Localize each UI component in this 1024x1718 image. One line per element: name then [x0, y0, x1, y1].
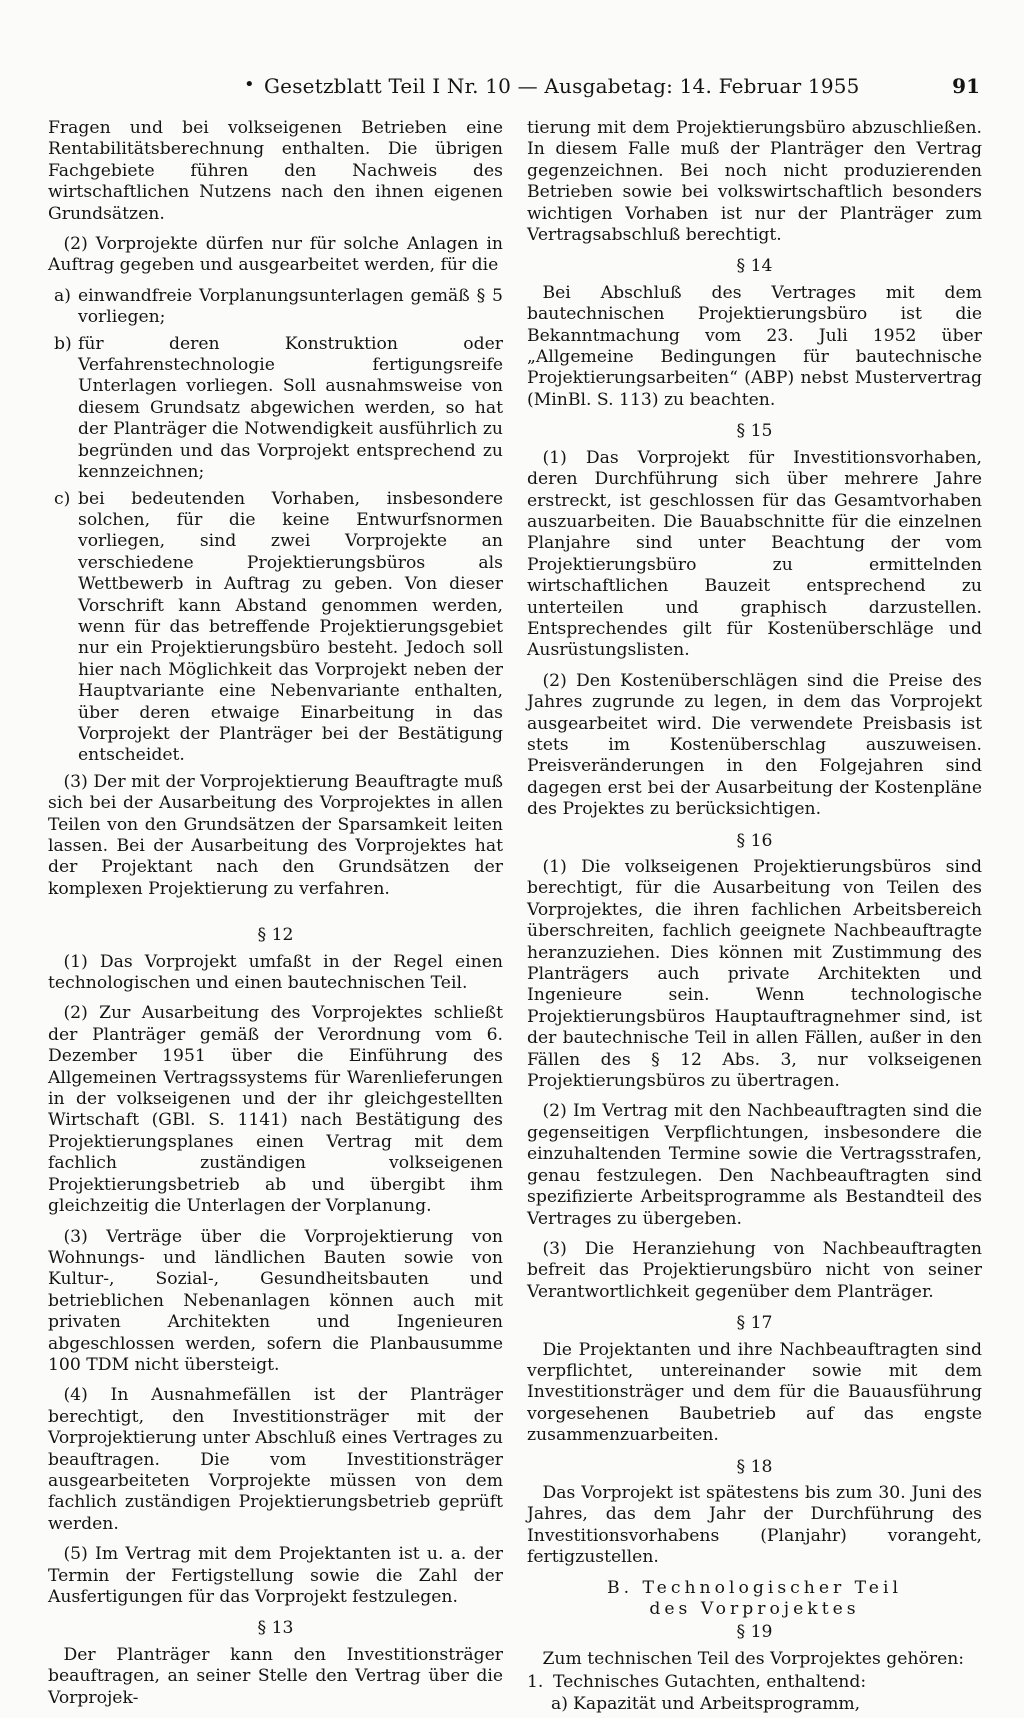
- header-bullet-mark: •: [244, 74, 255, 95]
- paragraph-intro: Fragen und bei volkseigenen Betrieben eine Rentabilitätsberechnung enthalten. Die übrigen Fachgebiete führen den Nachweis des wirtschaftlichen Nutzens nach den ihnen eigenen Grundsätzen.: [48, 118, 503, 224]
- paragraph-16-3: (3) Die Heranziehung von Nachbeauftragten befreit das Projektierungsbüro nicht von seiner Verantwortlichkeit gegenüber dem Planträger.: [527, 1238, 982, 1302]
- section-heading-15: § 15: [736, 421, 773, 442]
- list-item-label: c): [54, 488, 71, 509]
- list-item-text: einwandfreie Vorplanungsunterlagen gemäß § 5 vorliegen;: [78, 285, 503, 328]
- paragraph-16-2: (2) Im Vertrag mit den Nachbeauftragten sind die gegenseitigen Verpflichtungen, insbesondere die einzuhaltenden Termine sowie die Vertragsstrafen, genau festzulegen. Den Nachbeauftragten sind spezifizierte Arbeitsprogramme als Bestandteil des Vertrages zu übergeben.: [527, 1101, 982, 1229]
- paragraph-11-3: (3) Der mit der Vorprojektierung Beauftragte muß sich bei der Ausarbeitung des Vorprojektes in allen Teilen von den Grundsätzen der Sparsamkeit leiten lassen. Bei der Ausarbeitung des Vorprojektes hat der Projektant nach den Grundsätzen der komplexen Projektierung zu verfahren.: [48, 771, 503, 899]
- list-item: [54, 489, 503, 767]
- section-heading-18: § 18: [736, 1456, 773, 1477]
- numbered-item: [527, 1672, 982, 1693]
- right-column: [527, 118, 982, 1715]
- sub-item-text: Kapazität und Arbeitsprogramm,: [573, 1693, 861, 1714]
- numbered-item-text: Technisches Gutachten, enthaltend:: [553, 1672, 867, 1693]
- paragraph-12-5: (5) Im Vertrag mit dem Projektanten ist u. a. der Termin der Fertigstellung sowie die Zahl der Ausfertigungen für das Vorprojekt festzulegen.: [48, 1544, 503, 1607]
- section-heading-16: § 16: [736, 830, 773, 851]
- numbered-item-label: 1.: [527, 1672, 544, 1693]
- paragraph-14: Bei Abschluß des Vertrages mit dem bautechnischen Projektierungsbüro ist die Bekanntmachung vom 23. Juli 1952 über „Allgemeine Bedingungen für bautechnische Projektierungsarbeiten“ (ABP) nebst Mustervertrag (MinBl. S. 113) zu beachten.: [527, 282, 982, 410]
- paragraph-19-intro: Zum technischen Teil des Vorprojektes gehören:: [542, 1648, 965, 1669]
- part-b-subheading: des Vorprojektes: [649, 1599, 860, 1619]
- paragraph-12-1: (1) Das Vorprojekt umfaßt in der Regel einen technologischen und einen bautechnischen Teil.: [48, 951, 503, 994]
- page-number: 91: [952, 74, 980, 98]
- section-heading-17: § 17: [736, 1313, 773, 1334]
- condition-list: [54, 286, 503, 767]
- list-item: [54, 286, 503, 329]
- paragraph-15-1: (1) Das Vorprojekt für Investitionsvorhaben, deren Durchführung sich über mehrere Jahre erstreckt, ist geschlossen für das Gesamtvorhaben auszuarbeiten. Die Bauabschnitte für die einzelnen Planjahre sind unter Beachtung der vom Projektierungsbüro zu ermittelnden wirtschaftlichen Bauzeit entsprechend zu unterteilen und graphisch darzustellen. Entsprechendes gilt für Kostenüberschläge und Ausrüstungslisten.: [527, 447, 982, 661]
- list-item-label: b): [54, 333, 72, 354]
- page-header: [48, 74, 982, 100]
- paragraph-12-4: (4) In Ausnahmefällen ist der Planträger berechtigt, den Investitionsträger mit der Vorprojektierung unter Abschluß eines Vertrages zu beauftragen. Die vom Investitionsträger ausgearbeiteten Vorprojekte müssen von dem fachlich zuständigen Projektierungsbetrieb geprüft werden.: [48, 1385, 503, 1534]
- paragraph-15-2: (2) Den Kostenüberschlägen sind die Preise des Jahres zugrunde zu legen, in dem das Vorprojekt ausgearbeitet wird. Die verwendete Preisbasis ist stets im Kostenüberschlag auszuweisen. Preisveränderungen in den Folgejahren sind dagegen erst bei der Ausarbeitung der Kostenpläne des Projektes zu berücksichtigen.: [527, 670, 982, 820]
- left-column: [48, 118, 503, 1718]
- section-heading-12: § 12: [257, 925, 294, 946]
- paragraph-13: Der Planträger kann den Investitionsträger beauftragen, an seiner Stelle den Vertrag über die Vorprojek-: [48, 1644, 503, 1708]
- part-b-heading: B. Technologischer Teil: [607, 1577, 902, 1598]
- list-item-label: a): [54, 285, 71, 306]
- list-item: [54, 334, 503, 484]
- paragraph-12-3: (3) Verträge über die Vorprojektierung von Wohnungs- und ländlichen Bauten sowie von Kultur-, Sozial-, Gesundheitsbauten und betrieblichen Nebenanlagen können auch mit privaten Architekten und Ingenieuren abgeschlossen werden, sofern die Planbausumme 100 TDM nicht übersteigt.: [48, 1226, 503, 1375]
- paragraph-continuation: tierung mit dem Projektierungsbüro abzuschließen. In diesem Falle muß der Planträger den Vertrag gegenzeichnen. Bei noch nicht produzierenden Betrieben sowie bei volkswirtschaftlich besonders wichtigen Vorhaben ist nur der Planträger zum Vertragsabschluß berechtigt.: [527, 118, 982, 246]
- section-heading-14: § 14: [736, 256, 773, 277]
- paragraph-12-2: (2) Zur Ausarbeitung des Vorprojektes schließt der Planträger gemäß der Verordnung vom 6. Dezember 1951 über die Einführung des Allgemeinen Vertragssystems für Warenlieferungen in der volkseigenen und der ihr gleichgestellten Wirtschaft (GBl. S. 1141) nach Bestätigung des Projektierungsplanes einen Vertrag mit dem fachlich zuständigen volkseigenen Projektierungsbetrieb ab und übergibt ihm gleichzeitig die Unterlagen der Vorplanung.: [48, 1003, 503, 1217]
- section-heading-19: § 19: [736, 1622, 773, 1643]
- list-item-text: für deren Konstruktion oder Verfahrenstechnologie fertigungsreife Unterlagen vorliegen. Soll ausnahmsweise von diesem Grundsatz abgewichen werden, so hat der Planträger die Notwendigkeit ausführlich zu begründen und das Vorprojekt entsprechend zu kennzeichnen;: [78, 333, 503, 483]
- list-item-text: bei bedeutenden Vorhaben, insbesondere solchen, für die keine Entwurfsnormen vorliegen, sind zwei Vorprojekte an verschiedene Projektierungsbüros als Wettbewerb in Auftrag zu geben. Von dieser Vorschrift kann Abstand genommen werden, wenn für das betreffende Projektierungsgebiet nur ein Projektierungsbüro besteht. Jedoch soll hier nach Möglichkeit das Vorprojekt neben der Hauptvariante eine Nebenvariante enthalten, über deren etwaige Einarbeitung in das Vorprojekt der Planträger bei der Bestätigung entscheidet.: [78, 488, 503, 766]
- paragraph-17: Die Projektanten und ihre Nachbeauftragten sind verpflichtet, untereinander sowie mit dem Investitionsträger und dem für die Bauausführung vorgesehenen Baubetrieb auf das engste zusammenzuarbeiten.: [527, 1339, 982, 1446]
- header-title: Gesetzblatt Teil I Nr. 10 — Ausgabetag: 14. Februar 1955: [264, 74, 860, 98]
- sub-item: [551, 1694, 982, 1715]
- paragraph-18: Das Vorprojekt ist spätestens bis zum 30. Juni des Jahres, das dem Jahr der Durchführung des Investitionsvorhabens (Planjahr) vorangeht, fertigzustellen.: [527, 1482, 982, 1568]
- sub-item-label: a): [551, 1693, 568, 1714]
- paragraph-11-2: (2) Vorprojekte dürfen nur für solche Anlagen in Auftrag gegeben und ausgearbeitet werden, für die: [48, 234, 503, 276]
- paragraph-16-1: (1) Die volkseigenen Projektierungsbüros sind berechtigt, für die Ausarbeitung von Teilen des Vorprojektes, die ihren fachlichen Arbeitsbereich überschreiten, fachlich geeignete Nachbeauftragte heranzuziehen. Dies können mit Zustimmung des Planträgers auch private Architekten und Ingenieure sein. Wenn technologische Projektierungsbüros Hauptauftragnehmer sind, ist der bautechnische Teil in allen Fällen, außer in den Fällen des § 12 Abs. 3, nur volkseigenen Projektierungsbüros zu übertragen.: [527, 857, 982, 1092]
- section-heading-13: § 13: [257, 1618, 294, 1639]
